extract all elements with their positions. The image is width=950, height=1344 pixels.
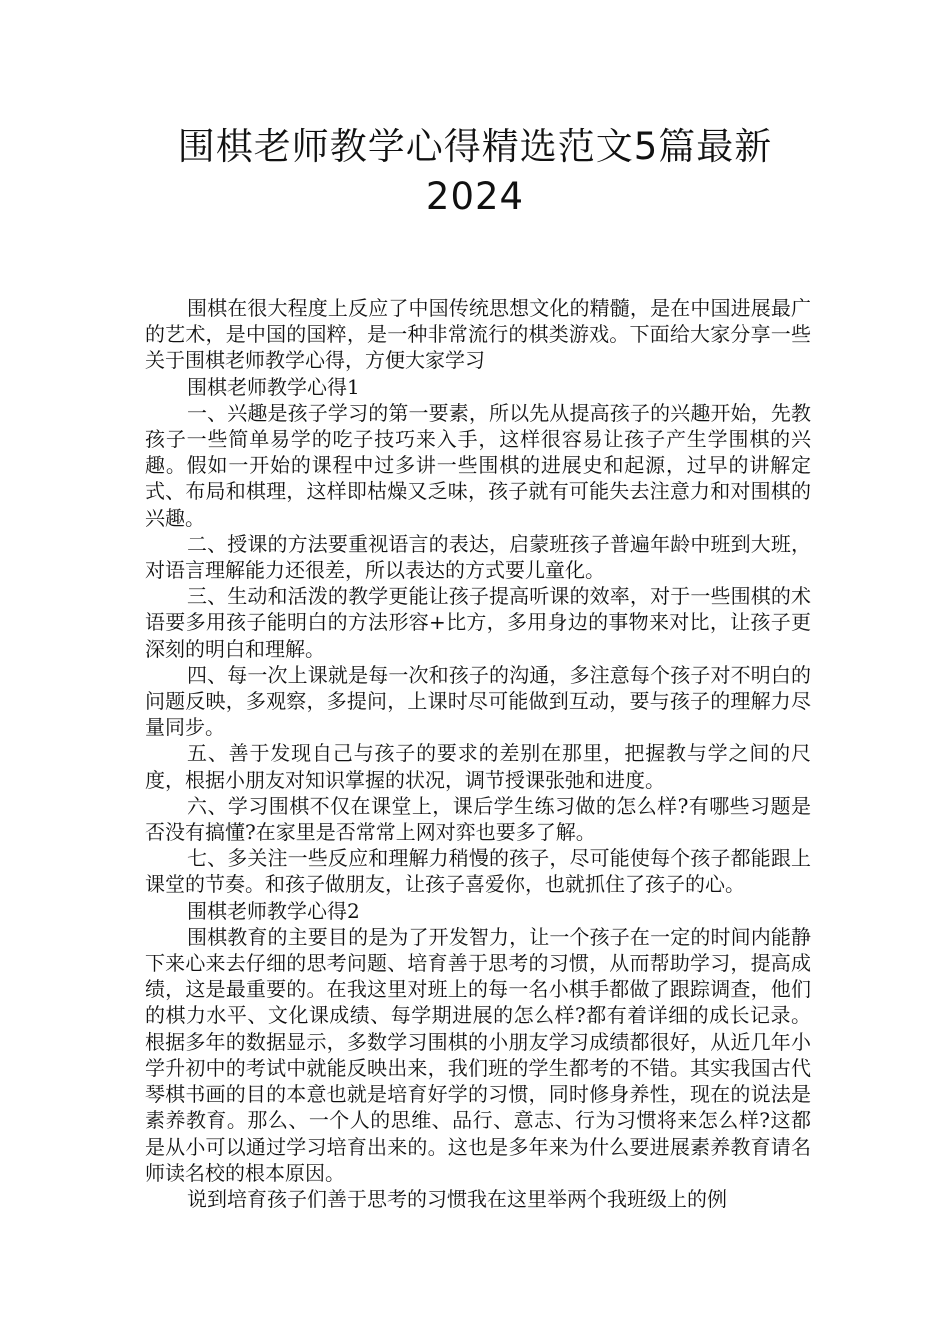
document-title bbox=[100, 122, 850, 222]
title-line-2: 2024 bbox=[425, 175, 525, 218]
paragraph: 四、每一次上课就是每一次和孩子的沟通，多注意每个孩子对不明白的问题反映，多观察，多提问，上课时尽可能做到互动，要与孩子的理解力尽量同步。 bbox=[145, 662, 811, 740]
paragraph: 七、多关注一些反应和理解力稍慢的孩子，尽可能使每个孩子都能跟上课堂的节奏。和孩子做朋友，让孩子喜爱你，也就抓住了孩子的心。 bbox=[145, 846, 811, 897]
paragraph: 六、学习围棋不仅在课堂上，课后学生练习做的怎么样?有哪些习题是否没有搞懂?在家里是否常常上网对弈也要多了解。 bbox=[145, 793, 811, 845]
title-line-1: 围棋老师教学心得精选范文5篇最新 bbox=[177, 125, 773, 168]
document-body bbox=[145, 295, 811, 1212]
paragraph: 二、授课的方法要重视语言的表达，启蒙班孩子普遍年龄中班到大班，对语言理解能力还很差，所以表达的方式要儿童化。 bbox=[145, 531, 811, 583]
intro-paragraph: 围棋在很大程度上反应了中国传统思想文化的精髓，是在中国进展最广的艺术，是中国的国粹，是一种非常流行的棋类游戏。下面给大家分享一些关于围棋老师教学心得，方便大家学习 bbox=[145, 296, 811, 373]
section-heading-2: 围棋老师教学心得2 bbox=[187, 898, 360, 923]
paragraph: 说到培育孩子们善于思考的习惯我在这里举两个我班级上的例 bbox=[187, 1186, 727, 1211]
paragraph: 一、兴趣是孩子学习的第一要素，所以先从提高孩子的兴趣开始，先教孩子一些简单易学的吃子技巧来入手，这样很容易让孩子产生学围棋的兴趣。假如一开始的课程中过多讲一些围棋的进展史和起源，过早的讲解定式、布局和棋理，这样即枯燥又乏味，孩子就有可能失去注意力和对围棋的兴趣。 bbox=[145, 400, 811, 530]
section-heading-1: 围棋老师教学心得1 bbox=[187, 374, 360, 399]
paragraph: 围棋教育的主要目的是为了开发智力，让一个孩子在一定的时间内能静下来心来去仔细的思考问题、培育善于思考的习惯，从而帮助学习，提高成绩，这是最重要的。在我这里对班上的每一名小棋手都做了跟踪调查，他们的棋力水平、文化课成绩、每学期进展的怎么样?都有着详细的成长记录。根据多年的数据显示，多数学习围棋的小朋友学习成绩都很好，从近几年小学升初中的考试中就能反映出来，我们班的学生都考的不错。其实我国古代琴棋书画的目的本意也就是培育好学的习惯，同时修身养性，现在的说法是素养教育。那么、一个人的思维、品行、意志、行为习惯将来怎么样?这都是从小可以通过学习培育出来的。这也是多年来为什么要进展素养教育请名师读名校的根本原因。 bbox=[145, 924, 811, 1185]
paragraph: 五、善于发现自己与孩子的要求的差别在那里，把握教与学之间的尺度，根据小朋友对知识掌握的状况，调节授课张弛和进度。 bbox=[145, 741, 811, 792]
paragraph: 三、生动和活泼的教学更能让孩子提高听课的效率，对于一些围棋的术语要多用孩子能明白的方法形容+比方，多用身边的事物来对比，让孩子更深刻的明白和理解。 bbox=[145, 584, 811, 661]
